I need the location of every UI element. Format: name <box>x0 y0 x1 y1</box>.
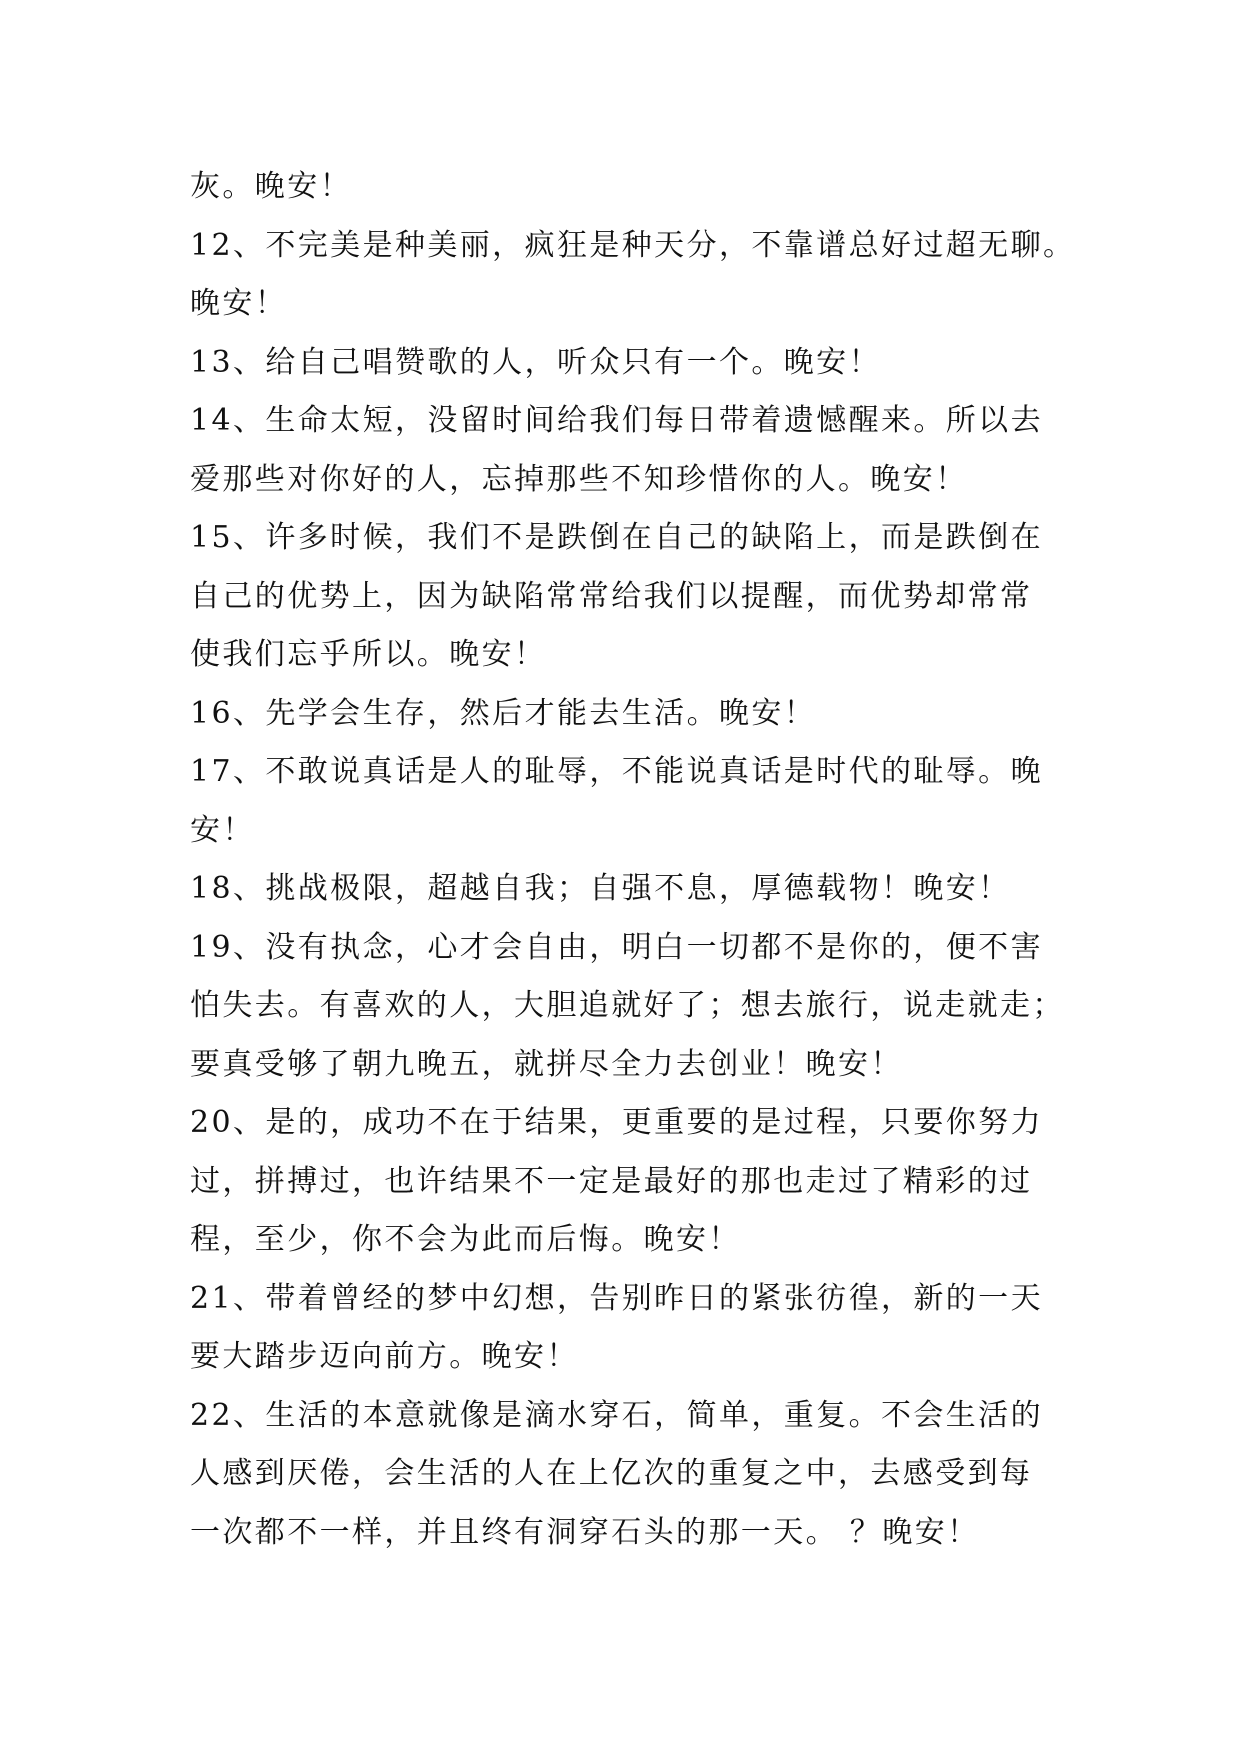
text-line: 13、给自己唱赞歌的人，听众只有一个。晚安！ <box>190 344 881 380</box>
text-line: 爱那些对你好的人，忘掉那些不知珍惜你的人。晚安！ <box>190 461 968 497</box>
text-line: 22、生活的本意就像是滴水穿石，简单，重复。不会生活的 <box>190 1397 1043 1433</box>
document-body <box>190 158 1076 1562</box>
text-line: 自己的优势上，因为缺陷常常给我们以提醒，而优势却常常 <box>190 578 1033 614</box>
text-line: 人感到厌倦，会生活的人在上亿次的重复之中，去感受到每 <box>190 1456 1033 1491</box>
text-line: 15、许多时候，我们不是跌倒在自己的缺陷上，而是跌倒在 <box>190 520 1043 555</box>
text-line: 16、先学会生存，然后才能去生活。晚安！ <box>190 695 817 731</box>
text-line: 要真受够了朝九晚五，就拼尽全力去创业！晚安！ <box>190 1046 903 1082</box>
text-line: 晚安！ <box>190 286 288 321</box>
text-line: 过，拼搏过，也许结果不一定是最好的那也走过了精彩的过 <box>190 1163 1033 1199</box>
text-line: 使我们忘乎所以。晚安！ <box>190 637 547 672</box>
text-line: 程，至少，你不会为此而后悔。晚安！ <box>190 1222 741 1257</box>
text-line: 19、没有执念，心才会自由，明白一切都不是你的，便不害 <box>190 929 1043 965</box>
text-line: 21、带着曾经的梦中幻想，告别昨日的紧张彷徨，新的一天 <box>190 1280 1043 1316</box>
text-line: 17、不敢说真话是人的耻辱，不能说真话是时代的耻辱。晚 <box>190 754 1043 789</box>
text-line: 安！ <box>190 812 255 848</box>
text-line: 20、是的，成功不在于结果，更重要的是过程，只要你努力 <box>190 1105 1043 1140</box>
text-line: 灰。晚安！ <box>190 169 352 204</box>
text-line: 怕失去。有喜欢的人，大胆追就好了；想去旅行，说走就走； <box>190 988 1065 1023</box>
text-line: 12、不完美是种美丽，疯狂是种天分，不靠谱总好过超无聊。 <box>190 227 1076 263</box>
text-line: 18、挑战极限，超越自我；自强不息，厚德载物！晚安！ <box>190 871 1011 906</box>
text-line: 14、生命太短，没留时间给我们每日带着遗憾醒来。所以去 <box>190 403 1043 438</box>
text-line: 一次都不一样，并且终有洞穿石头的那一天。 ？晚安！ <box>190 1514 980 1550</box>
text-line: 要大踏步迈向前方。晚安！ <box>190 1339 579 1374</box>
